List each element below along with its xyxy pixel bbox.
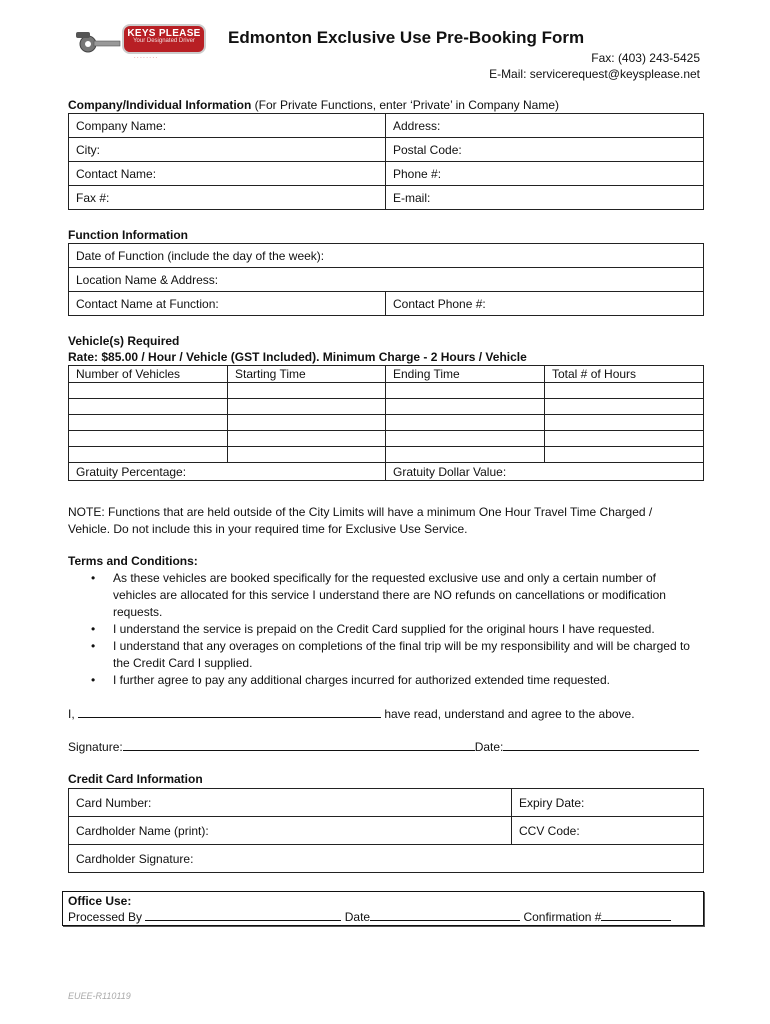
credit-card-heading: Credit Card Information — [68, 772, 203, 786]
company-name-field[interactable]: Company Name: — [69, 114, 386, 138]
table-row — [69, 845, 704, 873]
expiry-date-field[interactable]: Expiry Date: — [512, 789, 704, 817]
column-header: Ending Time — [386, 366, 545, 383]
credit-card-table — [68, 788, 704, 873]
signature-label: Signature: — [68, 740, 123, 754]
table-row — [69, 162, 704, 186]
contact-email: E-Mail: servicerequest@keysplease.net — [489, 67, 700, 81]
function-contact-field[interactable]: Contact Name at Function: — [69, 292, 386, 316]
cardholder-name-field[interactable]: Cardholder Name (print): — [69, 817, 512, 845]
card-number-field[interactable]: Card Number: — [69, 789, 512, 817]
column-header: Starting Time — [228, 366, 386, 383]
logo-subtext: · · · · · · · · — [134, 55, 158, 61]
table-row — [69, 292, 704, 316]
column-header: Number of Vehicles — [69, 366, 228, 383]
processed-by-label: Processed By — [68, 910, 143, 924]
end-time-cell[interactable] — [386, 447, 545, 463]
location-field[interactable]: Location Name & Address: — [69, 268, 704, 292]
table-row — [69, 114, 704, 138]
table-row — [69, 447, 704, 463]
logo-tagline: Your Designated Driver — [133, 38, 195, 44]
table-row — [69, 244, 704, 268]
hours-cell[interactable] — [545, 399, 704, 415]
table-row — [69, 186, 704, 210]
terms-list — [68, 570, 693, 689]
postal-code-field[interactable]: Postal Code: — [386, 138, 704, 162]
name-blank[interactable] — [78, 705, 381, 718]
signature-line — [68, 738, 699, 756]
terms-heading: Terms and Conditions: — [68, 554, 198, 568]
agreement-suffix: have read, understand and agree to the above. — [384, 707, 635, 721]
table-row — [69, 268, 704, 292]
note-line: NOTE: Functions that are held outside of the City Limits will have a minimum One Hour Travel Time Charged / — [68, 505, 653, 519]
start-time-cell[interactable] — [228, 383, 386, 399]
vehicles-section-heading: Vehicle(s) Required — [68, 334, 180, 348]
agreement-prefix: I, — [68, 707, 75, 721]
fax-field[interactable]: Fax #: — [69, 186, 386, 210]
list-item: • As these vehicles are booked specifically for the requested exclusive use and only a certain number of vehicles are allocated for this service I understand there are NO refunds on cancellations or modification requests. — [113, 570, 693, 621]
city-field[interactable]: City: — [69, 138, 386, 162]
function-info-table — [68, 243, 704, 316]
function-date-field[interactable]: Date of Function (include the day of the week): — [69, 244, 704, 268]
car-key-icon — [74, 28, 122, 54]
table-header-row — [69, 366, 704, 383]
page-title: Edmonton Exclusive Use Pre-Booking Form — [228, 28, 585, 47]
table-row — [69, 399, 704, 415]
office-use-box — [62, 891, 704, 926]
address-field[interactable]: Address: — [386, 114, 704, 138]
office-date-blank[interactable] — [370, 908, 520, 921]
end-time-cell[interactable] — [386, 431, 545, 447]
vehicles-cell[interactable] — [69, 431, 228, 447]
table-row — [69, 138, 704, 162]
table-row — [69, 415, 704, 431]
fax-number: Fax: (403) 243-5425 — [591, 51, 700, 65]
start-time-cell[interactable] — [228, 431, 386, 447]
vehicles-cell[interactable] — [69, 383, 228, 399]
table-row — [69, 383, 704, 399]
signature-blank[interactable] — [123, 738, 475, 751]
table-row — [69, 789, 704, 817]
hours-cell[interactable] — [545, 431, 704, 447]
vehicles-cell[interactable] — [69, 399, 228, 415]
vehicles-table — [68, 365, 704, 481]
gratuity-percentage-field[interactable]: Gratuity Percentage: — [69, 463, 386, 481]
hours-cell[interactable] — [545, 415, 704, 431]
company-logo — [72, 22, 207, 64]
vehicles-cell[interactable] — [69, 415, 228, 431]
company-heading-note: (For Private Functions, enter ‘Private’ in Company Name) — [251, 98, 560, 112]
ccv-field[interactable]: CCV Code: — [512, 817, 704, 845]
rate-text: Rate: $85.00 / Hour / Vehicle (GST Included). Minimum Charge - 2 Hours / Vehicle — [68, 350, 527, 364]
company-section-heading — [68, 98, 559, 112]
processed-by-blank[interactable] — [145, 908, 341, 921]
company-info-table — [68, 113, 704, 210]
start-time-cell[interactable] — [228, 399, 386, 415]
end-time-cell[interactable] — [386, 399, 545, 415]
vehicles-cell[interactable] — [69, 447, 228, 463]
logo-badge — [122, 24, 206, 54]
end-time-cell[interactable] — [386, 383, 545, 399]
note-line: Vehicle. Do not include this in your required time for Exclusive Use Service. — [68, 522, 468, 536]
company-heading: Company/Individual Information — [68, 98, 252, 112]
table-row — [69, 431, 704, 447]
function-section-heading: Function Information — [68, 228, 188, 242]
travel-note — [68, 504, 708, 538]
date-blank[interactable] — [503, 738, 699, 751]
table-row — [69, 817, 704, 845]
confirmation-label: Confirmation # — [523, 910, 602, 924]
table-row — [69, 463, 704, 481]
list-item: • I understand the service is prepaid on the Credit Card supplied for the original hours I have requested. — [113, 621, 693, 638]
end-time-cell[interactable] — [386, 415, 545, 431]
phone-field[interactable]: Phone #: — [386, 162, 704, 186]
column-header: Total # of Hours — [545, 366, 704, 383]
office-use-fields — [68, 908, 698, 924]
confirmation-blank[interactable] — [601, 908, 671, 921]
office-use-heading: Office Use: — [68, 894, 132, 908]
agreement-line — [68, 705, 635, 723]
hours-cell[interactable] — [545, 383, 704, 399]
contact-name-field[interactable]: Contact Name: — [69, 162, 386, 186]
function-phone-field[interactable]: Contact Phone #: — [386, 292, 704, 316]
form-code: EUEE-R110119 — [68, 991, 131, 1001]
gratuity-value-field[interactable]: Gratuity Dollar Value: — [386, 463, 704, 481]
email-field[interactable]: E-mail: — [386, 186, 704, 210]
date-label: Date: — [474, 740, 504, 754]
list-item: • I further agree to pay any additional charges incurred for authorized extended time requested. — [113, 672, 693, 689]
office-date-label: Date — [344, 910, 371, 924]
hours-cell[interactable] — [545, 447, 704, 463]
start-time-cell[interactable] — [228, 415, 386, 431]
start-time-cell[interactable] — [228, 447, 386, 463]
list-item: • I understand that any overages on completions of the final trip will be my responsibility and will be charged to the Credit Card I supplied. — [113, 638, 693, 672]
cardholder-signature-field[interactable]: Cardholder Signature: — [69, 845, 704, 873]
logo-name: KEYS PLEASE — [127, 28, 201, 39]
